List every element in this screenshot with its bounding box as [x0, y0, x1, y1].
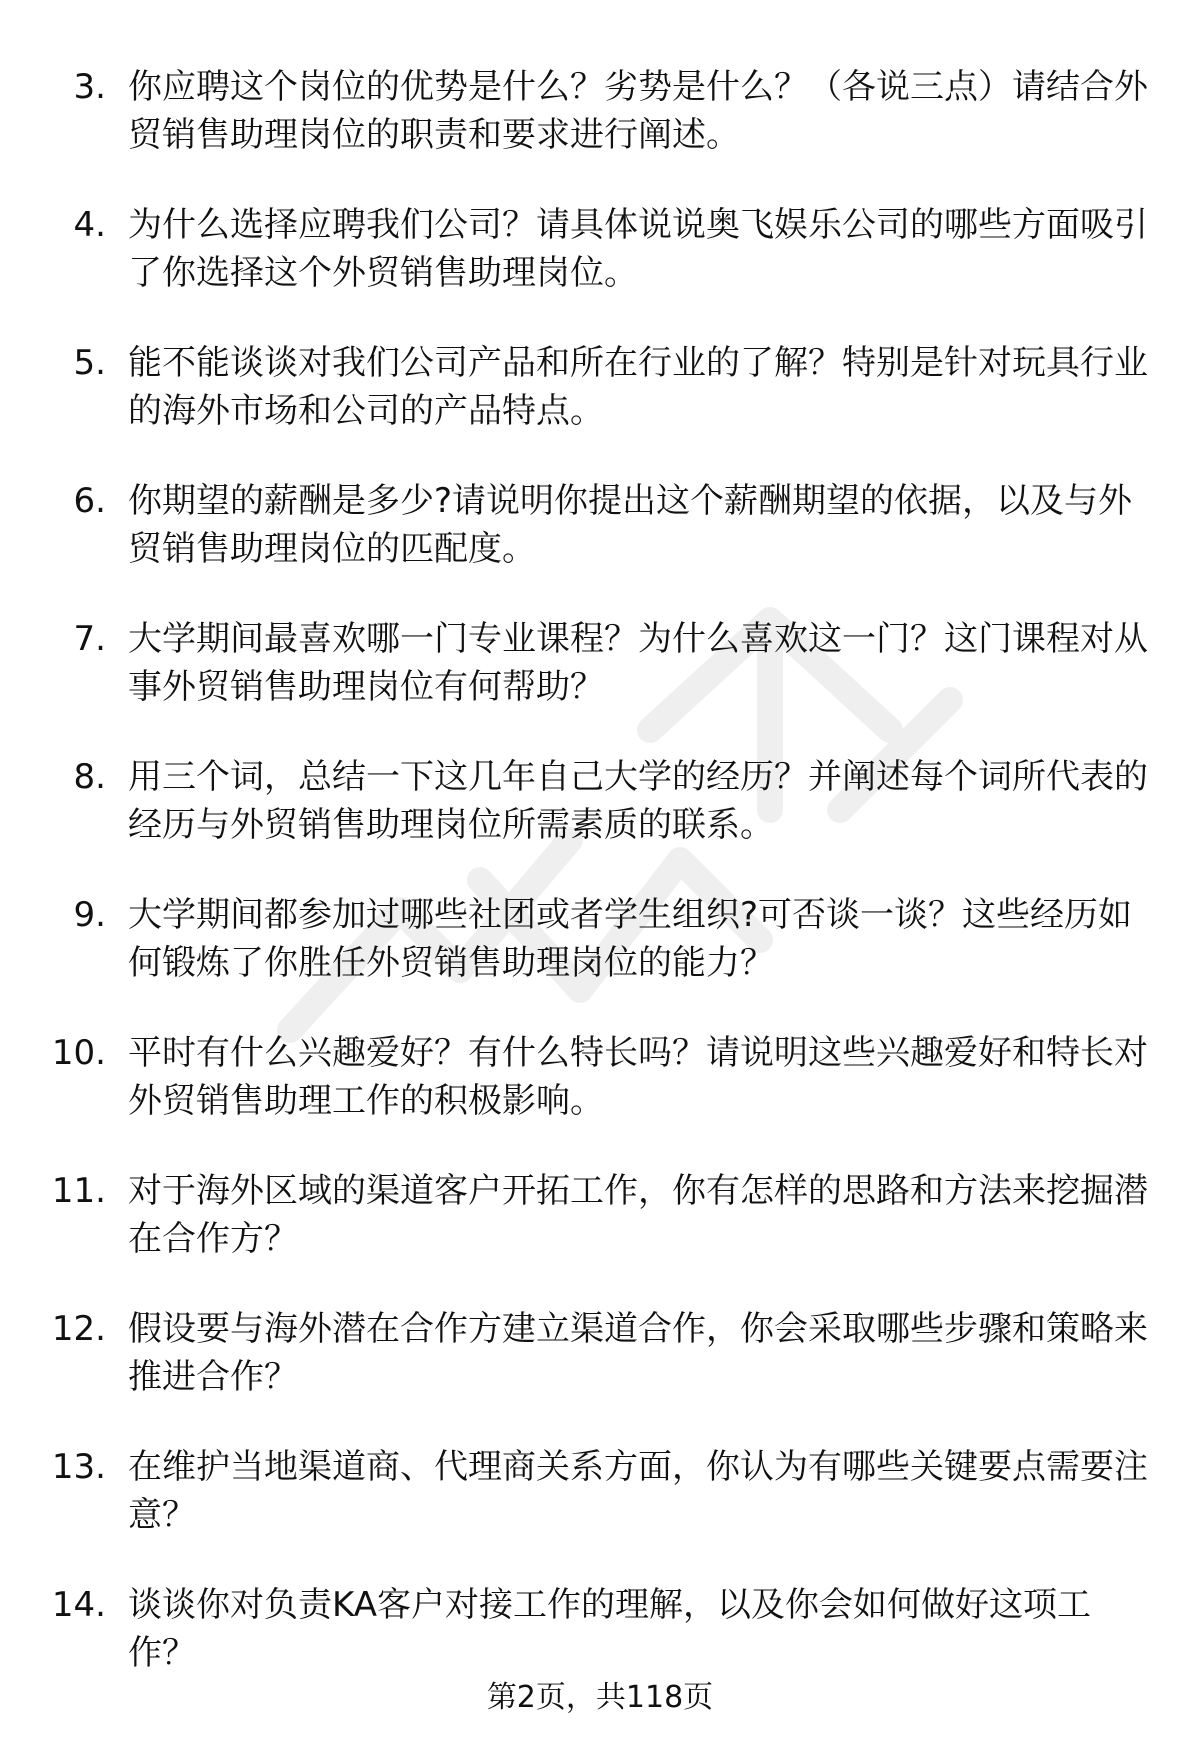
question-number: 14.	[51, 1585, 106, 1625]
question-number: 11.	[51, 1171, 106, 1211]
list-item	[0, 883, 1200, 1021]
question-text: 为什么选择应聘我们公司？请具体说说奥飞娱乐公司的哪些方面吸引了你选择这个外贸销售助理岗位。	[128, 205, 1148, 293]
question-number: 7.	[73, 619, 106, 659]
list-item	[0, 1297, 1200, 1435]
question-text: 大学期间最喜欢哪一门专业课程？为什么喜欢这一门？这门课程对从事外贸销售助理岗位有何帮助？	[128, 619, 1148, 707]
list-item	[0, 55, 1200, 193]
question-number: 10.	[51, 1033, 106, 1073]
question-text: 对于海外区域的渠道客户开拓工作，你有怎样的思路和方法来挖掘潜在合作方？	[128, 1171, 1148, 1259]
question-number: 4.	[73, 205, 106, 245]
question-text: 假设要与海外潜在合作方建立渠道合作，你会采取哪些步骤和策略来推进合作？	[128, 1309, 1148, 1397]
question-number: 13.	[51, 1447, 106, 1487]
list-item	[0, 607, 1200, 745]
question-list	[0, 55, 1200, 1711]
question-text: 能不能谈谈对我们公司产品和所在行业的了解？特别是针对玩具行业的海外市场和公司的产品特点。	[128, 343, 1148, 431]
question-number: 8.	[73, 757, 106, 797]
list-item	[0, 745, 1200, 883]
question-text: 你应聘这个岗位的优势是什么？劣势是什么？（各说三点）请结合外贸销售助理岗位的职责和要求进行阐述。	[128, 67, 1148, 155]
question-number: 12.	[51, 1309, 106, 1349]
list-item	[0, 469, 1200, 607]
list-item	[0, 1435, 1200, 1573]
list-item	[0, 1021, 1200, 1159]
list-item	[0, 1159, 1200, 1297]
question-number: 6.	[73, 481, 106, 521]
list-item	[0, 193, 1200, 331]
question-number: 9.	[73, 895, 106, 935]
question-text: 用三个词，总结一下这几年自己大学的经历？并阐述每个词所代表的经历与外贸销售助理岗位所需素质的联系。	[128, 757, 1148, 845]
question-text: 你期望的薪酬是多少?请说明你提出这个薪酬期望的依据，以及与外贸销售助理岗位的匹配度。	[128, 481, 1133, 569]
list-item	[0, 331, 1200, 469]
question-number: 3.	[73, 67, 106, 107]
question-number: 5.	[73, 343, 106, 383]
question-text: 大学期间都参加过哪些社团或者学生组织?可否谈一谈？这些经历如何锻炼了你胜任外贸销售助理岗位的能力？	[128, 895, 1133, 983]
page-footer: 第2页，共118页	[486, 1680, 714, 1715]
question-text: 在维护当地渠道商、代理商关系方面，你认为有哪些关键要点需要注意？	[128, 1447, 1148, 1535]
question-text: 平时有什么兴趣爱好？有什么特长吗？请说明这些兴趣爱好和特长对外贸销售助理工作的积极影响。	[128, 1033, 1148, 1121]
question-text: 谈谈你对负责KA客户对接工作的理解，以及你会如何做好这项工作？	[128, 1585, 1091, 1673]
